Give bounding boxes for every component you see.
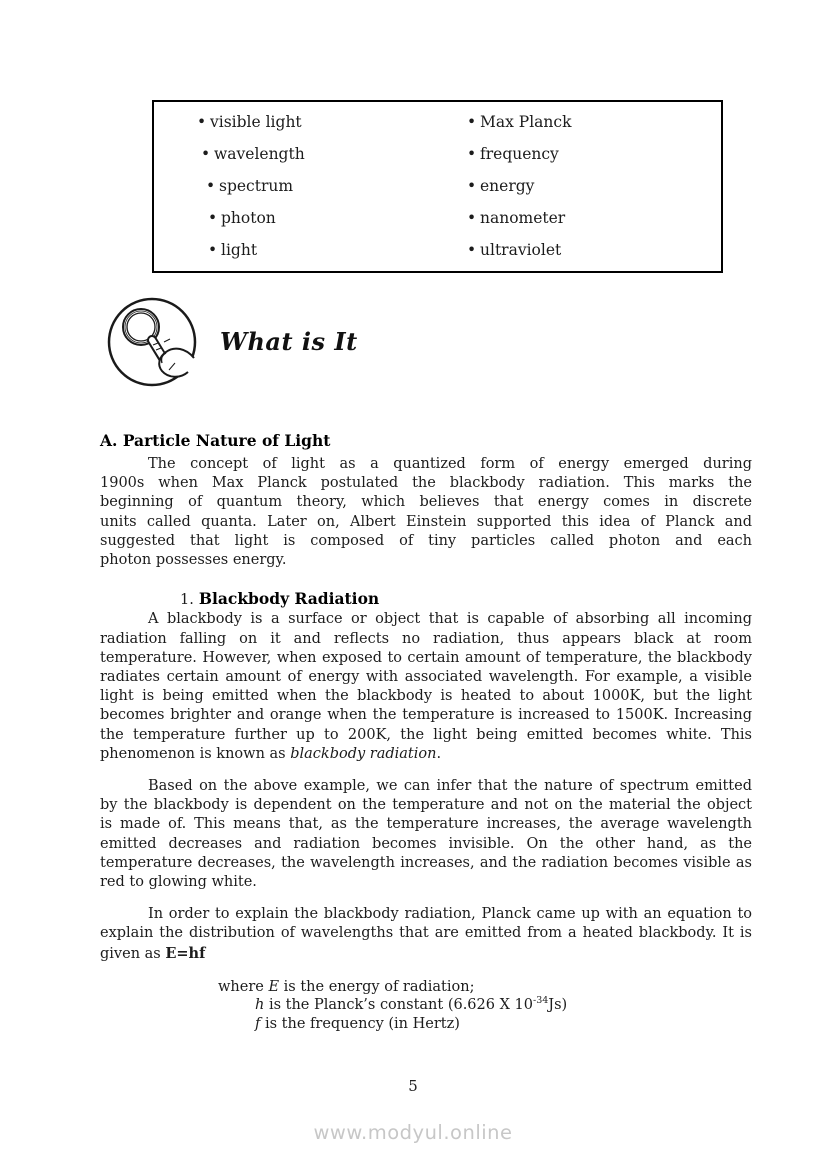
- equation-note-line: f is the frequency (in Hertz): [255, 1015, 460, 1032]
- main-content: [100, 431, 752, 1033]
- paragraph-3: [100, 777, 752, 892]
- equation-note-line: where E is the energy of radiation;: [218, 978, 475, 995]
- vocab-item: • spectrum: [197, 170, 467, 202]
- variable-h: h: [255, 997, 265, 1014]
- equation-note-line: h is the Planck’s constant (6.626 X $10^{-34}Js$): [255, 995, 568, 1014]
- italic-term: blackbody radiation: [290, 745, 437, 762]
- page-number: 5: [408, 1077, 418, 1095]
- text-line: In order to explain the blackbody radiation, Planck came up with an equation to: [148, 906, 752, 923]
- text-line: the temperature further up to 200K, the light being emitted becomes white. This: [100, 726, 752, 743]
- equation-notes: [218, 978, 752, 1034]
- vocab-item: • wavelength: [197, 138, 467, 170]
- vocabulary-box: [152, 100, 723, 273]
- text-line: units called quanta. Later on, Albert Einstein supported this idea of Planck and: [100, 513, 752, 530]
- text-line: radiates certain amount of energy with associated wavelength. For example, a visible: [100, 669, 752, 686]
- text-line: light is being emitted when the blackbody is heated to about 1000K, but the light: [100, 688, 752, 705]
- text-line: explain the distribution of wavelengths that are emitted from a heated blackbody. It is: [100, 925, 752, 942]
- text-line: phenomenon is known as blackbody radiation.: [100, 745, 442, 762]
- subheading-blackbody-radiation: [180, 589, 752, 610]
- variable-E: E: [268, 978, 280, 995]
- text-line: A blackbody is a surface or object that is capable of absorbing all incoming: [148, 611, 752, 628]
- text-line: by the blackbody is dependent on the temperature and not on the material the object: [100, 797, 752, 814]
- subheading-title: Blackbody Radiation: [198, 589, 380, 609]
- vocab-item: • ultraviolet: [467, 234, 571, 266]
- section-title: What is It: [220, 327, 358, 356]
- paragraph-1: [100, 455, 752, 570]
- text-line: given as E=hf: [100, 944, 206, 962]
- text-line: temperature. However, when exposed to certain amount of temperature, the blackbody: [100, 649, 752, 666]
- text-line: suggested that light is composed of tiny particles called photon and each: [100, 532, 752, 549]
- text-line: is made of. This means that, as the temperature increases, the average wavelength: [100, 816, 752, 833]
- heading-particle-nature: A. Particle Nature of Light: [100, 431, 331, 450]
- vocab-item: • energy: [467, 170, 571, 202]
- vocab-list-right: [467, 106, 571, 271]
- paragraph-4: [100, 905, 752, 964]
- text-line: beginning of quantum theory, which believes that energy comes in discrete: [100, 494, 752, 511]
- text-line: radiation falling on it and reflects no radiation, thus appears black at room: [100, 630, 752, 647]
- subheading-number: 1.: [180, 592, 194, 609]
- magnifier-hand-icon: [106, 296, 198, 388]
- formula-ehf: E=hf: [165, 944, 206, 962]
- vocab-list-left: [197, 106, 467, 271]
- watermark: www.modyul.online: [313, 1121, 513, 1144]
- text-line: photon possesses energy.: [100, 552, 287, 569]
- variable-f: f: [255, 1015, 261, 1032]
- superscript-exponent: -34: [532, 995, 549, 1007]
- text-line: temperature decreases, the wavelength increases, and the radiation becomes visible as: [100, 854, 752, 871]
- vocab-item: • Max Planck: [467, 106, 571, 138]
- vocab-item: • frequency: [467, 138, 571, 170]
- text-line: becomes brighter and orange when the temperature is increased to 1500K. Increasing: [100, 707, 752, 724]
- vocab-item: • visible light: [197, 106, 467, 138]
- text-line: 1900s when Max Planck postulated the blackbody radiation. This marks the: [100, 475, 752, 492]
- text-line: red to glowing white.: [100, 874, 257, 891]
- vocab-item: • nanometer: [467, 202, 571, 234]
- text-line: emitted decreases and radiation becomes invisible. On the other hand, as the: [100, 835, 752, 852]
- text-line: Based on the above example, we can infer that the nature of spectrum emitted: [148, 778, 752, 795]
- paragraph-2: [100, 610, 752, 764]
- vocab-item: • photon: [197, 202, 467, 234]
- text-line: The concept of light as a quantized form of energy emerged during: [148, 456, 752, 472]
- vocab-item: • light: [197, 234, 467, 266]
